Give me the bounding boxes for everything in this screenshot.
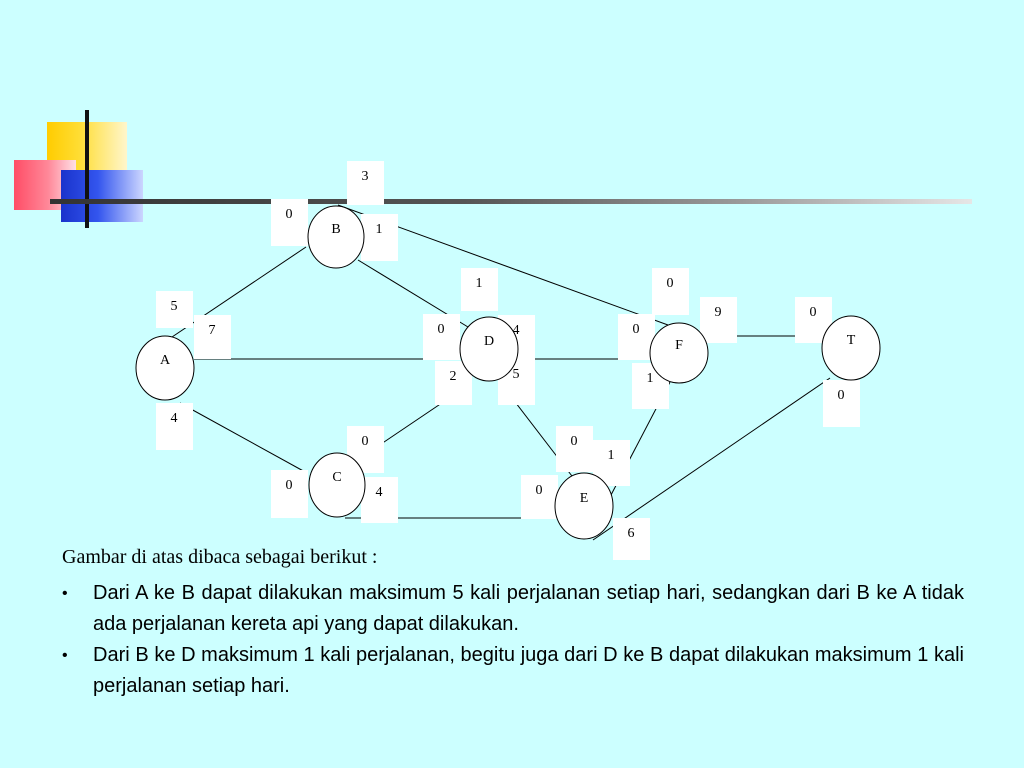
- bullet-dot: •: [62, 647, 68, 664]
- capacity-forward-d-f: 4: [512, 323, 520, 338]
- capacity-forward-box-c-e: [361, 477, 398, 523]
- node-circle: [650, 323, 708, 383]
- capacity-forward-a-d: 7: [208, 323, 216, 338]
- explanation-list: [62, 578, 964, 702]
- explanation-text: Dari A ke B dapat dilakukan maksimum 5 kali perjalanan setiap hari, sedangkan dari B ke A tidak ada perjalanan kereta api yang dapat dilakukan.: [93, 582, 964, 635]
- capacity-forward-a-b: 5: [170, 299, 178, 314]
- capacity-reverse-box-d-f: [618, 314, 655, 360]
- node-label: C: [332, 470, 342, 485]
- capacity-forward-box-f-t: [700, 297, 737, 343]
- node-a: [136, 336, 194, 400]
- capacity-reverse-box-a-d: [423, 314, 460, 360]
- diagram-caption: Gambar di atas dibaca sebagai berikut :: [62, 546, 378, 568]
- capacity-reverse-d-f: 0: [632, 322, 640, 337]
- explanation-text: Dari B ke D maksimum 1 kali perjalanan, begitu juga dari D ke B dapat dilakukan maksimum 1 kali perjalanan setiap hari.: [93, 644, 964, 697]
- bullet-dot: •: [62, 585, 68, 602]
- node-d: [460, 317, 518, 381]
- edge-a-c: [180, 403, 307, 473]
- node-circle: [555, 473, 613, 539]
- capacity-reverse-box-d-e: [556, 426, 593, 472]
- node-label: D: [483, 334, 495, 349]
- node-circle: [822, 316, 880, 380]
- node-label: T: [846, 333, 856, 348]
- capacity-reverse-c-e: 0: [535, 483, 543, 498]
- capacity-reverse-e-f: 1: [607, 448, 615, 463]
- capacity-reverse-d-e: 0: [570, 434, 578, 449]
- node-f: [650, 323, 708, 383]
- capacity-reverse-b-d: 1: [375, 222, 383, 237]
- capacity-reverse-e-t: 0: [837, 388, 845, 403]
- capacity-reverse-a-d: 0: [437, 322, 445, 337]
- capacity-forward-a-c: 4: [170, 411, 178, 426]
- capacity-reverse-b-f: 0: [666, 276, 674, 291]
- node-label: E: [579, 491, 589, 506]
- capacity-forward-e-t: 6: [627, 526, 635, 541]
- node-label: F: [675, 338, 683, 353]
- capacity-reverse-a-c: 0: [285, 478, 293, 493]
- node-label: B: [331, 222, 341, 237]
- node-t: [822, 316, 880, 380]
- capacity-forward-c-d: 2: [449, 369, 457, 384]
- node-circle: [460, 317, 518, 381]
- node-circle: [308, 206, 364, 268]
- nodes-layer: [136, 206, 880, 539]
- capacity-forward-b-f: 3: [361, 169, 369, 184]
- capacity-forward-d-e: 5: [512, 367, 520, 382]
- explanation-item-a-b: [62, 578, 964, 640]
- capacity-forward-b-d: 1: [475, 276, 483, 291]
- node-circle: [309, 453, 365, 517]
- node-e: [555, 473, 613, 539]
- node-c: [309, 453, 365, 517]
- node-label: A: [159, 353, 171, 368]
- capacity-forward-c-e: 4: [375, 485, 383, 500]
- capacity-reverse-c-d: 0: [361, 434, 369, 449]
- explanation-item-b-d: [62, 640, 964, 702]
- capacity-forward-e-f: 1: [646, 371, 654, 386]
- node-b: [308, 206, 364, 268]
- node-circle: [136, 336, 194, 400]
- capacity-reverse-a-b: 0: [285, 207, 293, 222]
- capacity-forward-f-t: 9: [714, 305, 722, 320]
- capacity-reverse-f-t: 0: [809, 305, 817, 320]
